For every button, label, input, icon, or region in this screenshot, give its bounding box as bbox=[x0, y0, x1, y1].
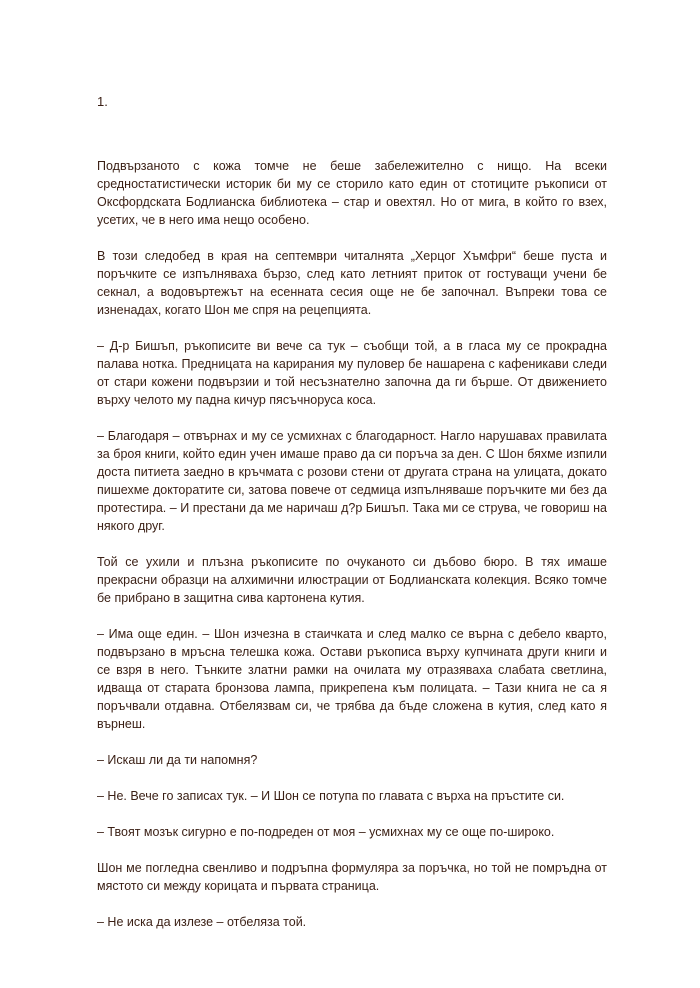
paragraph-4: – Благодаря – отвърнах и му се усмихнах с благодарност. Нагло нарушавах правилата за броя книги, който един учен имаше право да си поръча за ден. С Шон бяхме изпили доста питиета заедно в кръчмата с розови стени от другата страна на улицата, докато пишехме докторатите си, затова повече от седмица изпълняваше поръчките ми без да протестира. – И престани да ме наричаш д?р Бишъп. Така ми се струва, че говориш на някого друг. bbox=[97, 429, 607, 533]
paragraph-11: – Не иска да излезе – отбеляза той. bbox=[97, 915, 307, 929]
paragraph-3: – Д-р Бишъп, ръкописите ви вече са тук – съобщи той, а в гласа му се прокрадна палава нотка. Предницата на карирания му пуловер бе нашарена с кафеникави следи от стари кожени подвързии и той несъзнателно започна да ги бърше. От движението върху челото му падна кичур пясъчноруса коса. bbox=[97, 339, 607, 407]
page-content bbox=[97, 93, 607, 931]
paragraph-8: – Не. Вече го записах тук. – И Шон се потупа по главата с върха на пръстите си. bbox=[97, 789, 565, 803]
paragraph-5: Той се ухили и плъзна ръкописите по очуканото си дъбово бюро. В тях имаше прекрасни образци на алхимични илюстрации от Бодлианската колекция. Всяко томче бе прибрано в защитна сива картонена кутия. bbox=[97, 555, 607, 605]
paragraph-7: – Искаш ли да ти напомня? bbox=[97, 753, 258, 767]
paragraph-1: Подвързаното с кожа томче не беше забележително с нищо. На всеки средностатистически историк би му се сторило като един от стотиците ръкописи от Оксфордската Бодлианска библиотека – стар и овехтял. Но от мига, в който го взех, усетих, че в него има нещо особено. bbox=[97, 159, 607, 227]
paragraph-6: – Има още един. – Шон изчезна в стаичката и след малко се върна с дебело кварто, подвързано в мръсна телешка кожа. Остави ръкописа върху купчината други книги и се взря в него. Тънките златни рамки на очилата му отразяваха слабата светлина, идваща от старата бронзова лампа, прикрепена към полицата. – Тази книга не са я поръчвали отдавна. Отбелязвам си, че трябва да бъде сложена в кутия, след като я върнеш. bbox=[97, 627, 607, 731]
paragraph-10: Шон ме погледна свенливо и подръпна формуляра за поръчка, но той не помръдна от мястото си между корицата и първата страница. bbox=[97, 861, 607, 893]
paragraph-9: – Твоят мозък сигурно е по-подреден от моя – усмихнах му се още по-широко. bbox=[97, 825, 555, 839]
paragraph-2: В този следобед в края на септември читалнята „Херцог Хъмфри“ беше пуста и поръчките се изпълняваха бързо, след като летният приток от гостуващи учени бе секнал, а водовъртежът на есенната сесия още не бе започнал. Въпреки това се изненадах, когато Шон ме спря на рецепцията. bbox=[97, 249, 607, 317]
chapter-number: 1. bbox=[97, 94, 108, 109]
